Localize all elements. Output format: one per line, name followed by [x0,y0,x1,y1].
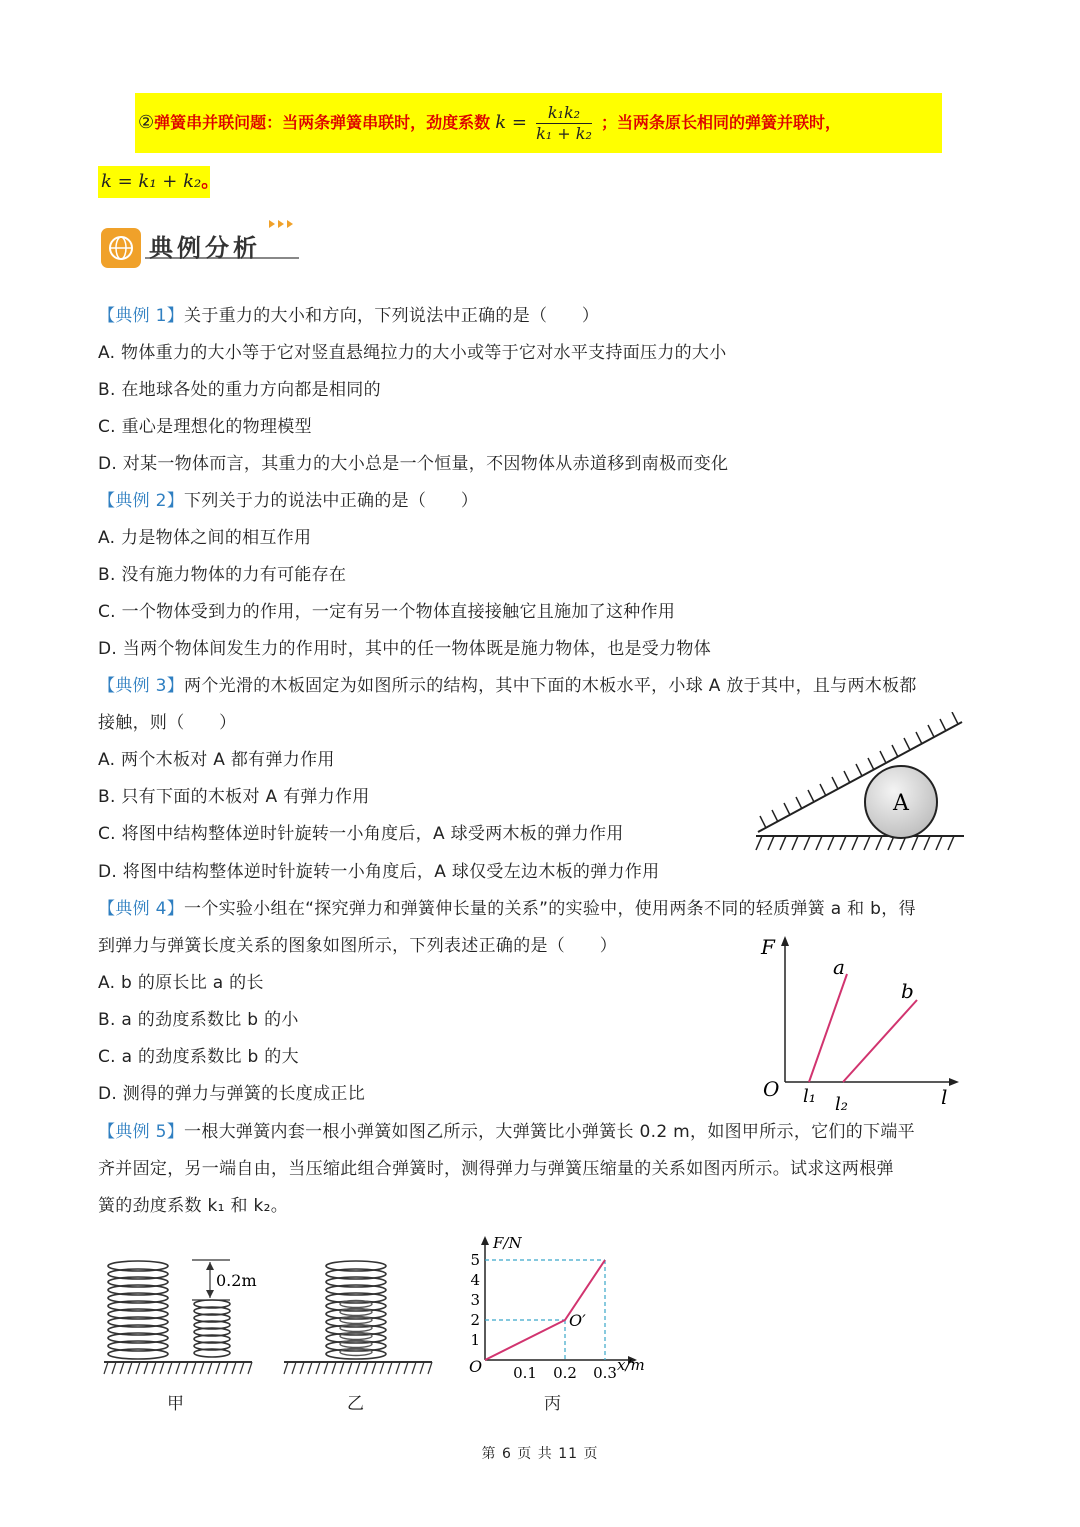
chart-origin-label: O [469,1357,483,1376]
q1-stem: 关于重力的大小和方向，下列说法中正确的是（ ） [184,306,600,326]
arrow-icon [269,220,275,228]
q2-option-a: A. 力是物体之间的相互作用 [98,528,312,548]
q5-stem1: 一根大弹簧内套一根小弹簧如图乙所示，大弹簧比小弹簧长 0.2 m，如图甲所示，它们的下端平 [184,1122,915,1142]
q4-option-b: B. a 的劲度系数比 b 的小 [98,1010,299,1030]
formula-text2: ；当两条原长相同的弹簧并联时， [600,113,841,132]
chart-y-tick: 3 [470,1291,480,1309]
q3-tag: 【典例 3】 [98,676,185,696]
nested-big-spring [326,1261,386,1359]
q4-option-d: D. 测得的弹力与弹簧的长度成正比 [98,1084,365,1104]
q4-option-c: C. a 的劲度系数比 b 的大 [98,1047,299,1067]
section-header [99,216,309,272]
page-footer: 第 6 页 共 11 页 [481,1446,599,1462]
chart-y-tick: 2 [470,1311,480,1329]
formula-series [138,96,841,150]
big-spring [108,1261,168,1359]
formula-end: 。 [201,171,220,192]
q2-stem-line [98,489,478,513]
spring-figure-yi [280,1250,440,1390]
chart-x-tick: 0.1 [513,1364,537,1382]
q4-label-b: b [901,979,914,1003]
q4-origin: O [763,1077,780,1101]
formula-k-eq: k = [495,112,527,133]
q1-tag: 【典例 1】 [98,306,185,326]
q5-stem-line2: 齐并固定，另一端自由，当压缩此组合弹簧时，测得弹力与弹簧压缩量的关系如图丙所示。试求这两根弹 [98,1159,894,1179]
chart-y-arrow [481,1236,489,1245]
chart-y-tick: 1 [470,1331,480,1349]
chart-x-tick: 0.3 [593,1364,617,1382]
spring-figure-jia [100,1250,260,1390]
chart-y-tick: 4 [470,1271,480,1289]
q1-stem-line [98,304,599,328]
q3-stem1: 两个光滑的木板固定为如图所示的结构，其中下面的木板水平，小球 A 放于其中，且与两木板都 [184,676,917,696]
formula-text1: 弹簧串并联问题：当两条弹簧串联时，劲度系数 [154,113,491,132]
q1-option-d: D. 对某一物体而言，其重力的大小总是一个恒量，不因物体从赤道移到南极而变化 [98,454,729,474]
q5-stem-line3: 簧的劲度系数 k₁ 和 k₂。 [98,1196,289,1216]
fig-bing-caption: 丙 [544,1394,561,1414]
q2-tag: 【典例 2】 [98,491,185,511]
q3-option-a: A. 两个木板对 A 都有弹力作用 [98,750,335,770]
q4-label-l2: l₂ [835,1094,848,1115]
gap-label: 0.2m [216,1271,257,1290]
q4-x-label: l [941,1085,948,1109]
q1-option-c: C. 重心是理想化的物理模型 [98,417,312,437]
chart-series-line [485,1260,605,1360]
floor-hatch [756,836,954,850]
chart-x-label: x/m [617,1356,645,1374]
ball-label: A [893,791,909,816]
q5-stem-line1 [98,1120,915,1144]
chart-break-label: O′ [569,1311,586,1330]
q4-graph [755,930,965,1120]
fig-yi-caption: 乙 [347,1394,364,1414]
chart-y-label: F/N [493,1234,522,1252]
q4-y-label: F [761,935,775,959]
q3-option-c: C. 将图中结构整体逆时针旋转一小角度后，A 球受两木板的弹力作用 [98,824,624,844]
chart-x-tick: 0.2 [553,1364,577,1382]
q4-option-a: A. b 的原长比 a 的长 [98,973,264,993]
formula-parallel [101,169,219,195]
formula-num: k₁k₂ [536,103,592,124]
q1-option-a: A. 物体重力的大小等于它对竖直悬绳拉力的大小或等于它对水平支持面压力的大小 [98,343,727,363]
fig-jia-caption: 甲 [167,1394,184,1414]
q2-option-c: C. 一个物体受到力的作用，一定有另一个物体直接接触它且施加了这种作用 [98,602,676,622]
chart-bing [465,1232,665,1382]
q1-option-b: B. 在地球各处的重力方向都是相同的 [98,380,381,400]
q4-stem-line2: 到弹力与弹簧长度关系的图象如图所示，下列表述正确的是（ ） [98,936,617,956]
chart-y-tick: 5 [470,1251,480,1269]
q3-stem-line2: 接触，则（ ） [98,713,237,733]
q3-option-b: B. 只有下面的木板对 A 有弹力作用 [98,787,370,807]
formula-den: k₁ + k₂ [536,124,592,143]
section-title: 典例分析 [149,234,261,262]
q4-tag: 【典例 4】 [98,899,185,919]
q2-stem: 下列关于力的说法中正确的是（ ） [184,491,479,511]
q5-tag: 【典例 5】 [98,1122,185,1142]
q2-option-b: B. 没有施力物体的力有可能存在 [98,565,347,585]
q4-line-b [843,1000,917,1082]
formula-fraction [536,103,592,144]
small-spring [194,1300,230,1357]
q4-label-a: a [833,955,845,979]
q3-stem-line1 [98,674,917,698]
q4-stem1: 一个实验小组在“探究弹力和弹簧伸长量的关系”的实验中，使用两条不同的轻质弹簧 a 和 b，得 [184,899,916,919]
q3-figure [752,712,967,857]
q3-option-d: D. 将图中结构整体逆时针旋转一小角度后，A 球仅受左边木板的弹力作用 [98,862,660,882]
q4-label-l1: l₁ [803,1086,816,1107]
q4-line-a [809,974,847,1082]
formula-parallel-expr: k = k₁ + k₂ [101,171,202,192]
formula-prefix: ② [138,112,155,133]
q4-stem-line1 [98,897,916,921]
q2-option-d: D. 当两个物体间发生力的作用时，其中的任一物体既是施力物体，也是受力物体 [98,639,711,659]
